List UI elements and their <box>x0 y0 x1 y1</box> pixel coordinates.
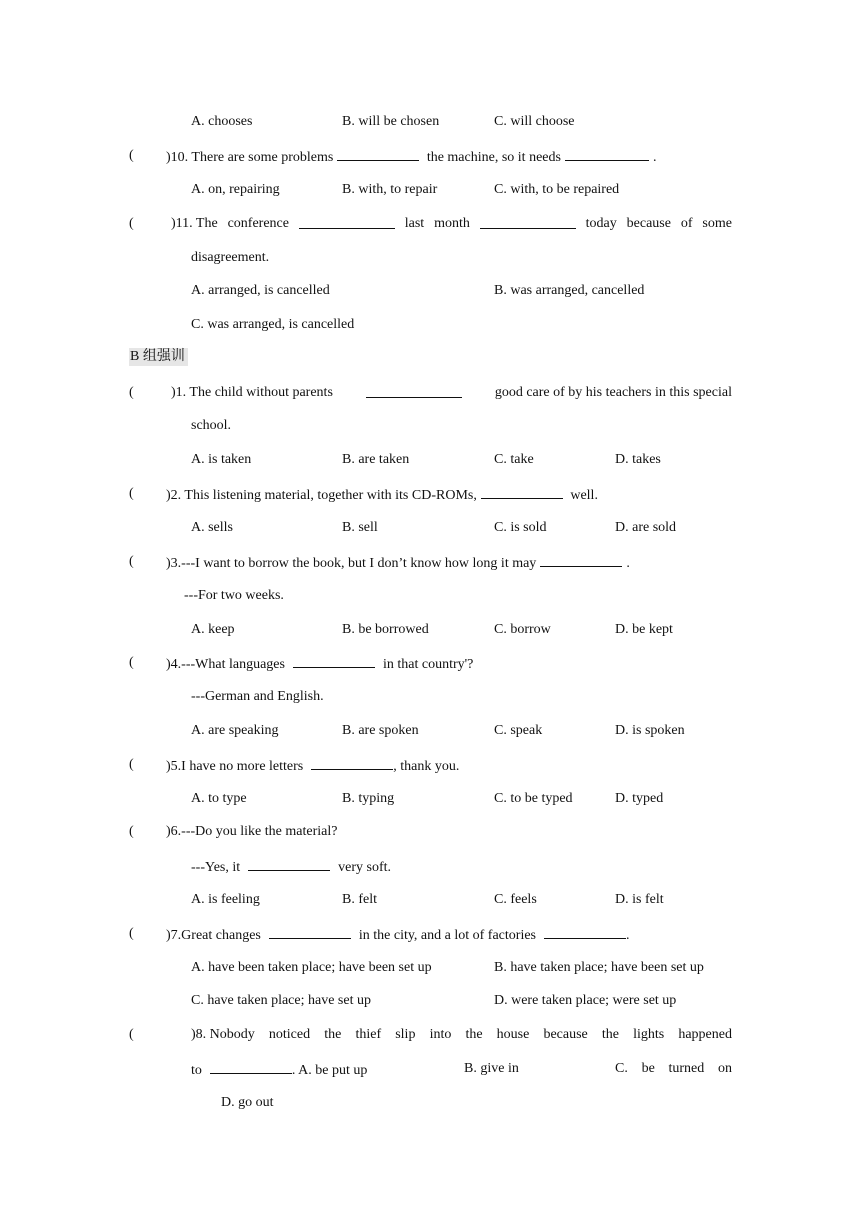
question-6 <box>166 823 337 841</box>
option-c: C. have taken place; have set up <box>191 993 371 1008</box>
option-b: B. are taken <box>342 452 410 467</box>
option-b: B. with, to repair <box>342 182 438 197</box>
option-d: D. be kept <box>615 622 673 637</box>
answer-paren: ( <box>129 655 134 670</box>
question-text: the machine, so it needs <box>426 150 561 165</box>
option-c: C. be turned on <box>615 1061 732 1076</box>
question-text: lights <box>633 1027 665 1042</box>
option-b: B. felt <box>342 892 377 907</box>
question-text: the <box>324 1027 342 1042</box>
option-a: A. are speaking <box>191 723 279 738</box>
question-text: . <box>626 928 630 943</box>
option-c: C. will choose <box>494 114 575 129</box>
question-text: This listening material, together with its CD-ROMs, <box>184 488 477 503</box>
question-text: month <box>434 216 470 231</box>
question-3 <box>166 553 630 573</box>
option-c: C. to be typed <box>494 791 573 806</box>
question-1 <box>171 384 732 402</box>
option-a: A. keep <box>191 622 235 637</box>
option-d: D. go out <box>221 1095 274 1110</box>
answer-paren: ( <box>129 1027 134 1042</box>
answer-line: ---For two weeks. <box>184 588 284 603</box>
question-5 <box>166 756 459 776</box>
option-c: C. is sold <box>494 520 547 535</box>
question-number: )7. <box>166 928 182 943</box>
option-d: D. were taken place; were set up <box>494 993 677 1008</box>
question-text: ---I want to borrow the book, but I don’t know how long it may <box>181 556 537 571</box>
option-a: A. chooses <box>191 114 253 129</box>
question-11 <box>171 215 732 233</box>
blank-line <box>293 654 375 668</box>
blank-line <box>480 215 576 229</box>
question-text: the <box>601 1027 619 1042</box>
option-c: C. speak <box>494 723 543 738</box>
blank-line <box>210 1060 292 1074</box>
option-a: A. arranged, is cancelled <box>191 283 330 298</box>
question-text: slip <box>395 1027 416 1042</box>
option-d: D. typed <box>615 791 664 806</box>
option-b: B. will be chosen <box>342 114 440 129</box>
section-heading: B 组强训 <box>129 348 188 366</box>
question-continuation: school. <box>191 418 232 433</box>
question-text: ---Do you like the material? <box>181 824 338 839</box>
question-text: ---Yes, it <box>191 860 241 875</box>
question-continuation <box>191 1060 367 1080</box>
question-text: , thank you. <box>393 759 460 774</box>
blank-line <box>481 485 563 499</box>
question-text: ---What languages <box>181 657 285 672</box>
answer-paren: ( <box>129 824 134 839</box>
question-text: )1. The child without parents <box>171 385 333 400</box>
option-a: A. is taken <box>191 452 252 467</box>
option-c: C. was arranged, is cancelled <box>191 317 355 332</box>
question-text: some <box>702 216 732 231</box>
question-text: noticed <box>268 1027 311 1042</box>
question-text: good care of by his teachers in this special <box>494 385 732 400</box>
answer-paren: ( <box>129 554 134 569</box>
option-b: B. are spoken <box>342 723 419 738</box>
option-c: C. borrow <box>494 622 551 637</box>
question-text: last <box>404 216 425 231</box>
question-text: . <box>652 150 657 165</box>
question-8 <box>191 1026 732 1044</box>
question-text: today <box>585 216 617 231</box>
option-d: D. is felt <box>615 892 664 907</box>
blank-line <box>299 215 395 229</box>
question-text: in the city, and a lot of factories <box>358 928 536 943</box>
answer-paren: ( <box>129 757 134 772</box>
question-text: into <box>429 1027 452 1042</box>
question-number: )4. <box>166 657 182 672</box>
blank-line <box>565 147 649 161</box>
question-text: in that country'? <box>382 657 474 672</box>
answer-paren: ( <box>129 216 134 231</box>
question-text: happened <box>678 1027 732 1042</box>
blank-line <box>544 925 626 939</box>
question-text: I have no more letters <box>181 759 304 774</box>
option-a: A. sells <box>191 520 233 535</box>
option-b: B. typing <box>342 791 395 806</box>
option-a: . A. be put up <box>291 1063 368 1078</box>
question-text: There are some problems <box>191 150 334 165</box>
question-text: conference <box>227 216 289 231</box>
blank-line <box>540 553 622 567</box>
option-b: B. give in <box>464 1061 519 1076</box>
answer-paren: ( <box>129 148 134 163</box>
option-a: A. have been taken place; have been set up <box>191 960 432 975</box>
option-c: C. with, to be repaired <box>494 182 620 197</box>
question-text: the <box>465 1027 483 1042</box>
question-text: to <box>191 1063 202 1078</box>
option-d: D. are sold <box>615 520 677 535</box>
question-text: )8. Nobody <box>191 1027 255 1042</box>
answer-paren: ( <box>129 385 134 400</box>
option-c: C. take <box>494 452 534 467</box>
blank-line <box>337 147 419 161</box>
option-a: A. on, repairing <box>191 182 280 197</box>
blank-line <box>248 857 330 871</box>
question-text: very soft. <box>338 860 392 875</box>
question-2 <box>166 485 598 505</box>
option-b: B. was arranged, cancelled <box>494 283 645 298</box>
blank-line <box>311 756 393 770</box>
option-d: D. is spoken <box>615 723 685 738</box>
question-10 <box>166 147 656 167</box>
question-continuation: disagreement. <box>191 250 270 265</box>
answer-paren: ( <box>129 926 134 941</box>
option-a: A. is feeling <box>191 892 260 907</box>
question-number: )11. The <box>171 216 218 231</box>
question-number: )3. <box>166 556 182 571</box>
question-number: )5. <box>166 759 182 774</box>
blank-line <box>269 925 351 939</box>
question-text: Great changes <box>181 928 261 943</box>
option-c: C. feels <box>494 892 537 907</box>
option-b: B. have taken place; have been set up <box>494 960 704 975</box>
question-4 <box>166 654 473 674</box>
answer-line <box>191 857 391 877</box>
answer-paren: ( <box>129 486 134 501</box>
answer-line: ---German and English. <box>191 689 324 704</box>
option-b: B. be borrowed <box>342 622 429 637</box>
question-7 <box>166 925 630 945</box>
question-number: )10. <box>166 150 189 165</box>
question-text: thief <box>355 1027 382 1042</box>
option-d: D. takes <box>615 452 661 467</box>
question-text: house <box>496 1027 530 1042</box>
question-text: of <box>680 216 693 231</box>
option-b: B. sell <box>342 520 378 535</box>
option-a: A. to type <box>191 791 247 806</box>
blank-line <box>366 384 462 398</box>
question-number: )6. <box>166 824 182 839</box>
question-text: . <box>626 556 630 571</box>
question-text: well. <box>570 488 598 503</box>
question-text: because <box>543 1027 588 1042</box>
question-text: because <box>626 216 671 231</box>
question-number: )2. <box>166 488 182 503</box>
